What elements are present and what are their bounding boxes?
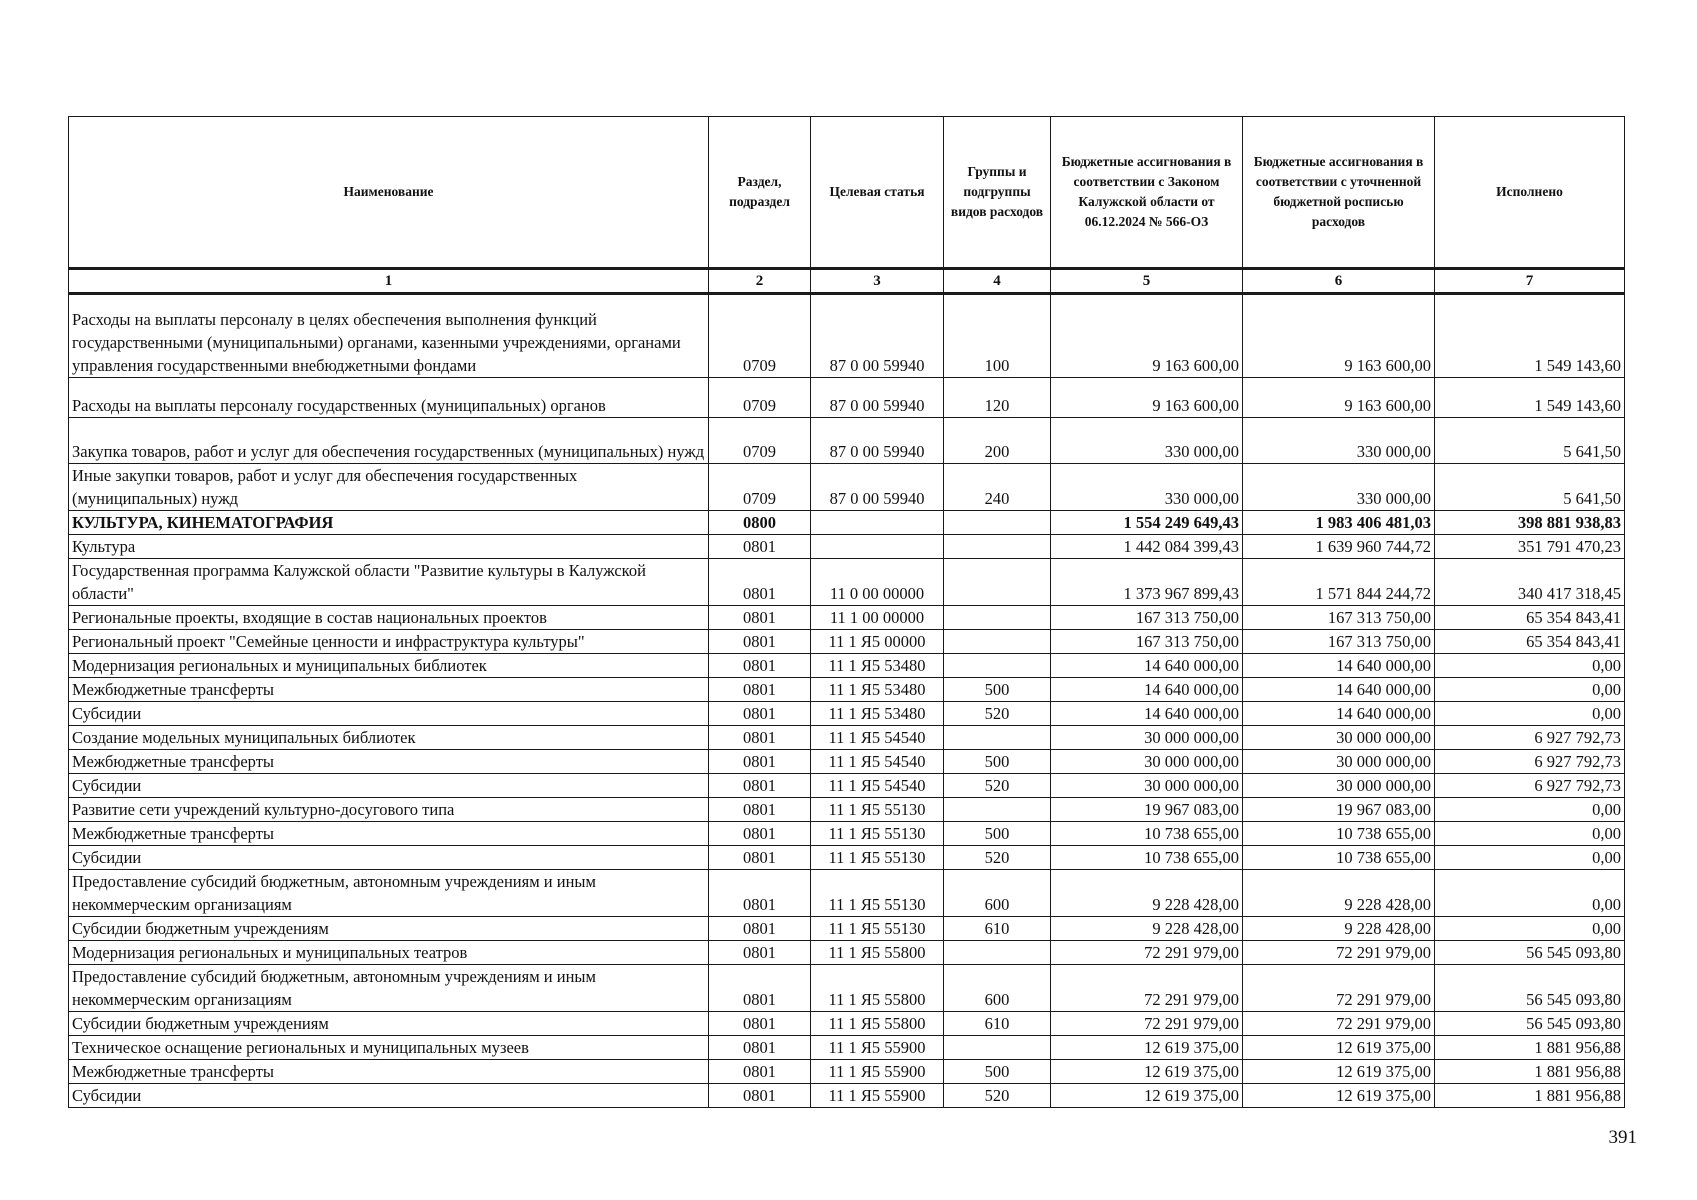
column-number: 4 (944, 269, 1051, 294)
cell-group (944, 535, 1051, 559)
cell-executed-amount: 0,00 (1435, 702, 1625, 726)
cell-name: Предоставление субсидий бюджетным, автономным учреждениям и иным некоммерческим организациям (69, 965, 709, 1012)
cell-name: Субсидии бюджетным учреждениям (69, 917, 709, 941)
cell-target: 11 1 Я5 55800 (811, 941, 944, 965)
cell-law-amount: 14 640 000,00 (1051, 702, 1243, 726)
cell-executed-amount: 65 354 843,41 (1435, 630, 1625, 654)
cell-executed-amount: 56 545 093,80 (1435, 1012, 1625, 1036)
cell-target: 11 1 Я5 55130 (811, 822, 944, 846)
cell-section: 0801 (709, 606, 811, 630)
cell-refined-amount: 9 228 428,00 (1243, 870, 1435, 917)
cell-law-amount: 9 228 428,00 (1051, 917, 1243, 941)
table-row (69, 798, 1625, 822)
cell-target: 87 0 00 59940 (811, 464, 944, 511)
cell-law-amount: 9 163 600,00 (1051, 294, 1243, 378)
cell-refined-amount: 12 619 375,00 (1243, 1084, 1435, 1108)
header-section: Раздел, подраздел (709, 117, 811, 269)
cell-executed-amount: 0,00 (1435, 822, 1625, 846)
cell-target: 87 0 00 59940 (811, 418, 944, 464)
cell-name: Модернизация региональных и муниципальных библиотек (69, 654, 709, 678)
cell-section: 0801 (709, 1084, 811, 1108)
cell-refined-amount: 14 640 000,00 (1243, 702, 1435, 726)
cell-target: 11 1 Я5 55800 (811, 965, 944, 1012)
cell-section: 0801 (709, 917, 811, 941)
cell-section: 0801 (709, 1012, 811, 1036)
cell-group (944, 798, 1051, 822)
cell-law-amount: 330 000,00 (1051, 418, 1243, 464)
page-number: 391 (1608, 1127, 1637, 1148)
cell-executed-amount: 0,00 (1435, 846, 1625, 870)
cell-name: Региональные проекты, входящие в состав национальных проектов (69, 606, 709, 630)
header-law: Бюджетные ассигнования в соответствии с Законом Калужской области от 06.12.2024 № 566-ОЗ (1051, 117, 1243, 269)
header-name: Наименование (69, 117, 709, 269)
cell-law-amount: 9 163 600,00 (1051, 378, 1243, 418)
header-refined: Бюджетные ассигнования в соответствии с уточненной бюджетной росписью расходов (1243, 117, 1435, 269)
cell-refined-amount: 10 738 655,00 (1243, 846, 1435, 870)
cell-group: 200 (944, 418, 1051, 464)
cell-section: 0801 (709, 774, 811, 798)
cell-name: Региональный проект "Семейные ценности и инфраструктура культуры" (69, 630, 709, 654)
cell-refined-amount: 12 619 375,00 (1243, 1060, 1435, 1084)
cell-refined-amount: 12 619 375,00 (1243, 1036, 1435, 1060)
cell-target: 11 1 Я5 55900 (811, 1084, 944, 1108)
cell-group (944, 511, 1051, 535)
table-row (69, 559, 1625, 606)
cell-executed-amount: 1 881 956,88 (1435, 1060, 1625, 1084)
cell-section: 0801 (709, 654, 811, 678)
cell-executed-amount: 5 641,50 (1435, 418, 1625, 464)
cell-refined-amount: 1 571 844 244,72 (1243, 559, 1435, 606)
cell-name: Межбюджетные трансферты (69, 822, 709, 846)
table-row (69, 378, 1625, 418)
cell-refined-amount: 9 163 600,00 (1243, 294, 1435, 378)
cell-refined-amount: 1 983 406 481,03 (1243, 511, 1435, 535)
cell-target: 11 1 Я5 55130 (811, 917, 944, 941)
column-number: 7 (1435, 269, 1625, 294)
cell-group: 500 (944, 750, 1051, 774)
table-row (69, 464, 1625, 511)
cell-law-amount: 14 640 000,00 (1051, 654, 1243, 678)
cell-section: 0801 (709, 846, 811, 870)
cell-refined-amount: 167 313 750,00 (1243, 606, 1435, 630)
table-row (69, 1012, 1625, 1036)
cell-executed-amount: 1 881 956,88 (1435, 1084, 1625, 1108)
cell-refined-amount: 330 000,00 (1243, 464, 1435, 511)
cell-group: 520 (944, 1084, 1051, 1108)
table-row (69, 418, 1625, 464)
cell-name: Субсидии (69, 774, 709, 798)
table-row (69, 870, 1625, 917)
cell-refined-amount: 19 967 083,00 (1243, 798, 1435, 822)
cell-group: 100 (944, 294, 1051, 378)
cell-group (944, 606, 1051, 630)
cell-executed-amount: 1 881 956,88 (1435, 1036, 1625, 1060)
cell-law-amount: 12 619 375,00 (1051, 1084, 1243, 1108)
cell-target: 11 1 Я5 54540 (811, 750, 944, 774)
cell-executed-amount: 1 549 143,60 (1435, 294, 1625, 378)
column-number: 6 (1243, 269, 1435, 294)
cell-section: 0801 (709, 559, 811, 606)
budget-table-container (68, 116, 1624, 1108)
cell-section: 0709 (709, 418, 811, 464)
cell-target: 11 1 Я5 54540 (811, 726, 944, 750)
cell-executed-amount: 0,00 (1435, 870, 1625, 917)
cell-target: 11 1 Я5 53480 (811, 702, 944, 726)
cell-law-amount: 12 619 375,00 (1051, 1060, 1243, 1084)
table-header (69, 117, 1625, 294)
cell-group: 520 (944, 846, 1051, 870)
cell-section: 0801 (709, 726, 811, 750)
cell-section: 0800 (709, 511, 811, 535)
cell-section: 0801 (709, 630, 811, 654)
column-number: 2 (709, 269, 811, 294)
cell-executed-amount: 6 927 792,73 (1435, 726, 1625, 750)
cell-section: 0801 (709, 1060, 811, 1084)
table-body (69, 294, 1625, 1108)
cell-name: Модернизация региональных и муниципальных театров (69, 941, 709, 965)
cell-section: 0801 (709, 678, 811, 702)
cell-executed-amount: 398 881 938,83 (1435, 511, 1625, 535)
cell-name: Субсидии (69, 702, 709, 726)
cell-name: Субсидии (69, 1084, 709, 1108)
cell-target: 87 0 00 59940 (811, 294, 944, 378)
cell-refined-amount: 30 000 000,00 (1243, 726, 1435, 750)
cell-law-amount: 167 313 750,00 (1051, 606, 1243, 630)
column-number-row (69, 269, 1625, 294)
cell-group (944, 559, 1051, 606)
cell-name: Создание модельных муниципальных библиотек (69, 726, 709, 750)
cell-executed-amount: 0,00 (1435, 798, 1625, 822)
cell-executed-amount: 56 545 093,80 (1435, 965, 1625, 1012)
cell-section: 0801 (709, 965, 811, 1012)
table-row (69, 294, 1625, 378)
cell-target: 11 1 Я5 55130 (811, 870, 944, 917)
cell-group (944, 1036, 1051, 1060)
cell-executed-amount: 0,00 (1435, 678, 1625, 702)
cell-law-amount: 167 313 750,00 (1051, 630, 1243, 654)
table-row (69, 846, 1625, 870)
cell-refined-amount: 330 000,00 (1243, 418, 1435, 464)
cell-name: Межбюджетные трансферты (69, 678, 709, 702)
table-row (69, 654, 1625, 678)
cell-name: Расходы на выплаты персоналу в целях обеспечения выполнения функций государственными (муниципальными) органами, казенными учреждениями, органами управления государственными внебюджетными фондами (69, 294, 709, 378)
column-number: 3 (811, 269, 944, 294)
table-row (69, 535, 1625, 559)
cell-section: 0801 (709, 870, 811, 917)
cell-refined-amount: 30 000 000,00 (1243, 750, 1435, 774)
cell-group: 120 (944, 378, 1051, 418)
cell-group (944, 654, 1051, 678)
cell-law-amount: 10 738 655,00 (1051, 846, 1243, 870)
cell-name: Предоставление субсидий бюджетным, автономным учреждениям и иным некоммерческим организациям (69, 870, 709, 917)
cell-law-amount: 330 000,00 (1051, 464, 1243, 511)
cell-section: 0709 (709, 378, 811, 418)
header-target: Целевая статья (811, 117, 944, 269)
cell-law-amount: 1 442 084 399,43 (1051, 535, 1243, 559)
cell-refined-amount: 30 000 000,00 (1243, 774, 1435, 798)
column-number: 1 (69, 269, 709, 294)
cell-executed-amount: 5 641,50 (1435, 464, 1625, 511)
cell-section: 0801 (709, 535, 811, 559)
table-row (69, 630, 1625, 654)
cell-law-amount: 72 291 979,00 (1051, 965, 1243, 1012)
cell-law-amount: 1 373 967 899,43 (1051, 559, 1243, 606)
cell-refined-amount: 10 738 655,00 (1243, 822, 1435, 846)
cell-refined-amount: 14 640 000,00 (1243, 678, 1435, 702)
cell-group: 520 (944, 774, 1051, 798)
cell-refined-amount: 72 291 979,00 (1243, 941, 1435, 965)
cell-law-amount: 14 640 000,00 (1051, 678, 1243, 702)
cell-executed-amount: 65 354 843,41 (1435, 606, 1625, 630)
table-row (69, 774, 1625, 798)
cell-target: 87 0 00 59940 (811, 378, 944, 418)
table-row (69, 1036, 1625, 1060)
cell-name: Культура (69, 535, 709, 559)
cell-target: 11 1 Я5 55900 (811, 1036, 944, 1060)
table-row (69, 702, 1625, 726)
table-row (69, 511, 1625, 535)
cell-target: 11 1 Я5 53480 (811, 654, 944, 678)
cell-group: 500 (944, 678, 1051, 702)
cell-name: Техническое оснащение региональных и муниципальных музеев (69, 1036, 709, 1060)
cell-target: 11 1 Я5 55900 (811, 1060, 944, 1084)
cell-target (811, 511, 944, 535)
cell-executed-amount: 6 927 792,73 (1435, 774, 1625, 798)
cell-law-amount: 9 228 428,00 (1051, 870, 1243, 917)
cell-executed-amount: 1 549 143,60 (1435, 378, 1625, 418)
cell-target: 11 1 Я5 00000 (811, 630, 944, 654)
cell-target: 11 1 Я5 53480 (811, 678, 944, 702)
cell-target: 11 1 00 00000 (811, 606, 944, 630)
table-row (69, 726, 1625, 750)
table-row (69, 1060, 1625, 1084)
cell-law-amount: 10 738 655,00 (1051, 822, 1243, 846)
cell-target: 11 1 Я5 55130 (811, 846, 944, 870)
cell-executed-amount: 351 791 470,23 (1435, 535, 1625, 559)
cell-law-amount: 30 000 000,00 (1051, 750, 1243, 774)
cell-refined-amount: 167 313 750,00 (1243, 630, 1435, 654)
cell-group: 500 (944, 1060, 1051, 1084)
cell-name: Субсидии бюджетным учреждениям (69, 1012, 709, 1036)
table-row (69, 941, 1625, 965)
cell-refined-amount: 1 639 960 744,72 (1243, 535, 1435, 559)
table-row (69, 965, 1625, 1012)
cell-name: Иные закупки товаров, работ и услуг для обеспечения государственных (муниципальных) нужд (69, 464, 709, 511)
cell-name: Расходы на выплаты персоналу государственных (муниципальных) органов (69, 378, 709, 418)
cell-group: 610 (944, 1012, 1051, 1036)
cell-refined-amount: 72 291 979,00 (1243, 965, 1435, 1012)
cell-target: 11 1 Я5 55800 (811, 1012, 944, 1036)
cell-name: Развитие сети учреждений культурно-досугового типа (69, 798, 709, 822)
cell-section: 0801 (709, 1036, 811, 1060)
cell-target (811, 535, 944, 559)
cell-name: Межбюджетные трансферты (69, 750, 709, 774)
cell-name: Субсидии (69, 846, 709, 870)
cell-target: 11 1 Я5 54540 (811, 774, 944, 798)
cell-group (944, 726, 1051, 750)
table-row (69, 1084, 1625, 1108)
cell-refined-amount: 9 228 428,00 (1243, 917, 1435, 941)
cell-group: 500 (944, 822, 1051, 846)
cell-refined-amount: 14 640 000,00 (1243, 654, 1435, 678)
cell-executed-amount: 340 417 318,45 (1435, 559, 1625, 606)
cell-group: 520 (944, 702, 1051, 726)
cell-name: Закупка товаров, работ и услуг для обеспечения государственных (муниципальных) нужд (69, 418, 709, 464)
cell-law-amount: 1 554 249 649,43 (1051, 511, 1243, 535)
cell-executed-amount: 6 927 792,73 (1435, 750, 1625, 774)
budget-table (68, 116, 1625, 1108)
cell-name: Государственная программа Калужской области "Развитие культуры в Калужской области" (69, 559, 709, 606)
cell-section: 0801 (709, 941, 811, 965)
cell-name: Межбюджетные трансферты (69, 1060, 709, 1084)
cell-target: 11 0 00 00000 (811, 559, 944, 606)
cell-law-amount: 72 291 979,00 (1051, 1012, 1243, 1036)
cell-group: 240 (944, 464, 1051, 511)
table-row (69, 917, 1625, 941)
cell-refined-amount: 72 291 979,00 (1243, 1012, 1435, 1036)
cell-group (944, 941, 1051, 965)
cell-refined-amount: 9 163 600,00 (1243, 378, 1435, 418)
cell-section: 0801 (709, 798, 811, 822)
cell-group: 610 (944, 917, 1051, 941)
cell-section: 0801 (709, 822, 811, 846)
header-executed: Исполнено (1435, 117, 1625, 269)
cell-group (944, 630, 1051, 654)
table-row (69, 750, 1625, 774)
header-row (69, 117, 1625, 269)
cell-executed-amount: 56 545 093,80 (1435, 941, 1625, 965)
cell-group: 600 (944, 965, 1051, 1012)
cell-name: КУЛЬТУРА, КИНЕМАТОГРАФИЯ (69, 511, 709, 535)
cell-section: 0801 (709, 702, 811, 726)
cell-executed-amount: 0,00 (1435, 917, 1625, 941)
cell-law-amount: 19 967 083,00 (1051, 798, 1243, 822)
cell-section: 0709 (709, 464, 811, 511)
cell-law-amount: 30 000 000,00 (1051, 774, 1243, 798)
table-row (69, 606, 1625, 630)
table-row (69, 678, 1625, 702)
cell-law-amount: 72 291 979,00 (1051, 941, 1243, 965)
table-row (69, 822, 1625, 846)
cell-section: 0709 (709, 294, 811, 378)
cell-law-amount: 30 000 000,00 (1051, 726, 1243, 750)
column-number: 5 (1051, 269, 1243, 294)
cell-section: 0801 (709, 750, 811, 774)
header-group: Группы и подгруппы видов расходов (944, 117, 1051, 269)
cell-executed-amount: 0,00 (1435, 654, 1625, 678)
cell-target: 11 1 Я5 55130 (811, 798, 944, 822)
cell-law-amount: 12 619 375,00 (1051, 1036, 1243, 1060)
cell-group: 600 (944, 870, 1051, 917)
